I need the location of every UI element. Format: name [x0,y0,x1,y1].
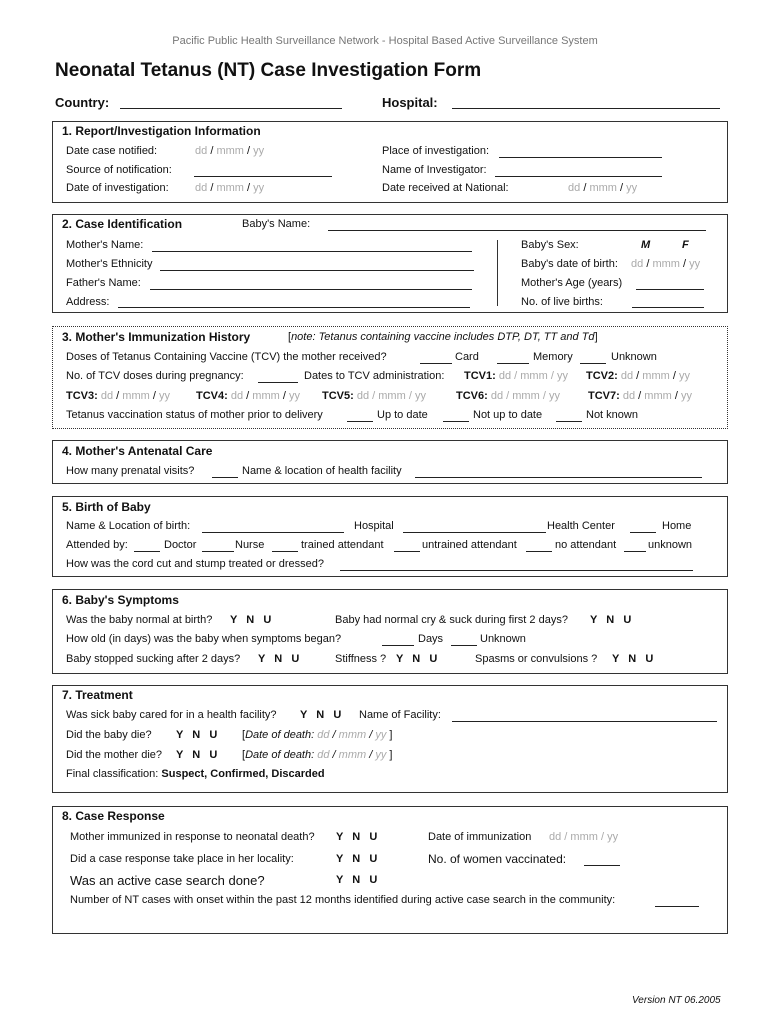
women-vaccinated-field[interactable] [584,865,620,866]
date-immunization-label: Date of immunization [428,831,532,843]
baby-death-date: [Date of death: dd / mmm / yy ] [242,729,393,741]
dates-tcv-label: Dates to TCV administration: [304,370,445,382]
mother-death-date: [Date of death: dd / mmm / yy ] [242,749,393,761]
spasms-ynu[interactable]: Y N U [612,653,654,665]
baby-die-ynu[interactable]: Y N U [176,729,218,741]
father-name-field[interactable] [150,289,472,290]
active-search-question: Was an active case search done? [70,873,265,888]
unknown-attendant-blank[interactable] [624,551,646,552]
version-label: Version NT 06.2005 [632,995,721,1006]
section-2-title: 2. Case Identification [62,217,183,231]
normal-cry-ynu[interactable]: Y N U [590,614,632,626]
response-question: Did a case response take place in her locality: [70,853,294,865]
date-notified-label: Date case notified: [66,145,158,157]
card-label: Card [455,351,479,363]
days-field[interactable] [382,645,414,646]
not-up-to-date-blank[interactable] [443,421,469,422]
num-doses-label: No. of TCV doses during pregnancy: [66,370,244,382]
doctor-blank[interactable] [134,551,160,552]
tcv2-date: TCV2: dd / mmm / yy [586,370,690,382]
date-notified-field[interactable]: dd / mmm / yy [195,145,265,157]
network-header: Pacific Public Health Surveillance Network - Hospital Based Active Surveillance System [172,35,598,47]
section-7-title: 7. Treatment [62,688,133,702]
final-classification: Final classification: Suspect, Confirmed, Discarded [66,768,325,780]
section-1-title: 1. Report/Investigation Information [62,124,261,138]
no-attendant-label: no attendant [555,539,617,551]
normal-birth-ynu[interactable]: Y N U [230,614,272,626]
baby-dob-field[interactable]: dd / mmm / yy [631,258,701,270]
section-5-title: 5. Birth of Baby [62,500,151,514]
hospital-field[interactable] [452,108,720,109]
not-known-blank[interactable] [556,421,582,422]
section-3-title: 3. Mother's Immunization History [62,330,251,344]
form-title: Neonatal Tetanus (NT) Case Investigation Form [55,60,482,81]
live-births-field[interactable] [632,307,704,308]
unknown-label: Unknown [611,351,657,363]
section-6-title: 6. Baby's Symptoms [62,593,179,607]
untrained-label: untrained attendant [422,539,517,551]
investigator-field[interactable] [495,176,662,177]
cord-field[interactable] [340,570,693,571]
name-location-field[interactable] [202,532,344,533]
stopped-ynu[interactable]: Y N U [258,653,300,665]
baby-name-field[interactable] [328,230,706,231]
date-received-field[interactable]: dd / mmm / yy [568,182,638,194]
tcv1-date: TCV1: dd / mmm / yy [464,370,568,382]
tcv4-date: TCV4: dd / mmm / yy [196,390,300,402]
untrained-blank[interactable] [394,551,420,552]
nurse-blank[interactable] [202,551,234,552]
no-attendant-blank[interactable] [526,551,552,552]
memory-blank[interactable] [497,363,529,364]
cared-question: Was sick baby cared for in a health facility? [66,709,277,721]
facility-name-field[interactable] [452,721,717,722]
mother-name-label: Mother's Name: [66,239,144,251]
mother-die-ynu[interactable]: Y N U [176,749,218,761]
tcv5-date: TCV5: dd / mmm / yy [322,390,426,402]
visits-question: How many prenatal visits? [66,465,195,477]
mother-age-label: Mother's Age (years) [521,277,623,289]
tcv3-date: TCV3: dd / mmm / yy [66,390,170,402]
women-vaccinated-label: No. of women vaccinated: [428,852,567,866]
trained-label: trained attendant [301,539,384,551]
active-search-ynu[interactable]: Y N U [336,874,378,886]
not-up-to-date-label: Not up to date [473,409,543,421]
tcv7-date: TCV7: dd / mmm / yy [588,390,692,402]
address-label: Address: [66,296,110,308]
stiffness-ynu[interactable]: Y N U [396,653,438,665]
investigator-label: Name of Investigator: [382,164,487,176]
section-8-title: 8. Case Response [62,809,165,823]
section-4-title: 4. Mother's Antenatal Care [62,444,213,458]
country-field[interactable] [120,108,342,109]
stiffness-question: Stiffness ? [335,653,387,665]
age-unknown-label: Unknown [480,633,526,645]
date-immunization-field[interactable]: dd / mmm / yy [549,831,619,843]
visits-field[interactable] [212,477,238,478]
hospital-option-field[interactable] [403,532,546,533]
home-label: Home [662,520,692,532]
source-field[interactable] [194,176,332,177]
facility-field[interactable] [415,477,702,478]
status-question: Tetanus vaccination status of mother prior to delivery [66,409,323,421]
baby-sex-label: Baby's Sex: [521,239,579,251]
source-label: Source of notification: [66,164,172,176]
mother-name-field[interactable] [152,251,472,252]
date-investigation-label: Date of investigation: [66,182,169,194]
health-center-blank[interactable] [630,532,656,533]
mother-age-field[interactable] [636,289,704,290]
days-label: Days [418,633,444,645]
date-investigation-field[interactable]: dd / mmm / yy [195,182,265,194]
age-unknown-blank[interactable] [451,645,477,646]
father-name-label: Father's Name: [66,277,141,289]
name-location-label: Name & Location of birth: [66,520,191,532]
doses-question: Doses of Tetanus Containing Vaccine (TCV) the mother received? [66,351,387,363]
num-cases-question: Number of NT cases with onset within the past 12 months identified during active case search in the community: [70,894,616,906]
immunized-question: Mother immunized in response to neonatal death? [70,831,315,843]
place-field[interactable] [499,157,662,158]
facility-label: Name & location of health facility [242,465,402,477]
immunized-ynu[interactable]: Y N U [336,831,378,843]
country-label: Country: [55,95,110,110]
age-question: How old (in days) was the baby when symptoms began? [66,633,342,645]
section-2-divider [497,240,498,306]
note-text: [note: Tetanus containing vaccine includes DTP, DT, TT and Td] [288,331,598,343]
section-case-response [52,806,728,934]
num-cases-field[interactable] [655,906,699,907]
trained-blank[interactable] [272,551,298,552]
not-known-label: Not known [586,409,638,421]
unknown-blank[interactable] [580,363,606,364]
hospital-label: Hospital: [382,95,438,110]
unknown-attendant-label: unknown [648,539,693,551]
cared-ynu[interactable]: Y N U [300,709,342,721]
baby-die-question: Did the baby die? [66,729,152,741]
up-to-date-blank[interactable] [347,421,373,422]
address-field[interactable] [118,307,470,308]
stopped-question: Baby stopped sucking after 2 days? [66,653,241,665]
memory-label: Memory [533,351,573,363]
health-center-label: Health Center [547,520,615,532]
up-to-date-label: Up to date [377,409,428,421]
baby-name-label: Baby's Name: [242,218,311,230]
attended-by-label: Attended by: [66,539,128,551]
baby-dob-label: Baby's date of birth: [521,258,618,270]
sex-m-option[interactable]: M [641,239,651,251]
place-label: Place of investigation: [382,145,490,157]
num-doses-field[interactable] [258,382,298,383]
response-ynu[interactable]: Y N U [336,853,378,865]
tcv6-date: TCV6: dd / mmm / yy [456,390,560,402]
mother-die-question: Did the mother die? [66,749,162,761]
mother-ethnicity-label: Mother's Ethnicity [66,258,153,270]
date-received-label: Date received at National: [382,182,509,194]
sex-f-option[interactable]: F [682,239,689,251]
facility-name-label: Name of Facility: [359,709,441,721]
spasms-question: Spasms or convulsions ? [475,653,598,665]
nurse-label: Nurse [235,539,265,551]
doctor-label: Doctor [164,539,197,551]
card-blank[interactable] [420,363,452,364]
normal-cry-question: Baby had normal cry & suck during first 2 days? [335,614,568,626]
mother-ethnicity-field[interactable] [160,270,474,271]
cord-question: How was the cord cut and stump treated or dressed? [66,558,325,570]
live-births-label: No. of live births: [521,296,603,308]
normal-birth-question: Was the baby normal at birth? [66,614,213,626]
hospital-option-label: Hospital [354,520,394,532]
